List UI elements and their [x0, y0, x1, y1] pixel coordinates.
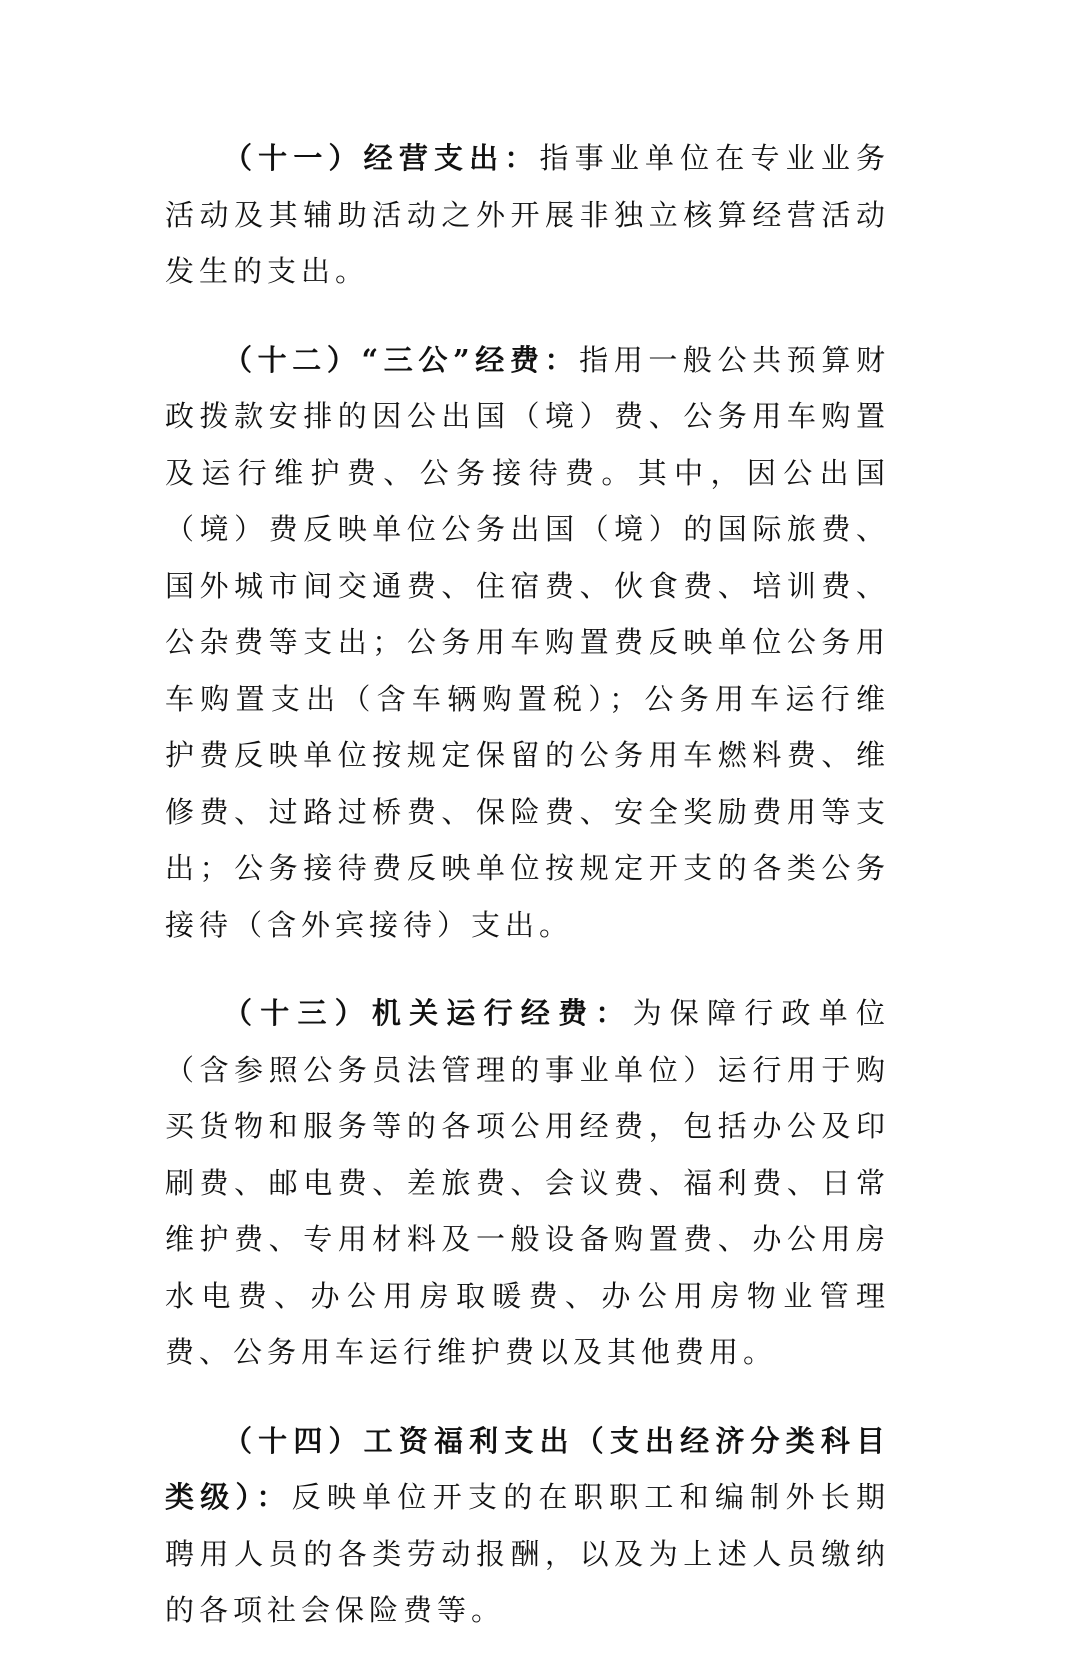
paragraph-heading: （十二）“三公”经费：	[223, 342, 580, 377]
paragraph-text: 指事业单位在专业业务活动及其辅助活动之外开展非独立核算经营活动发生的支出。	[165, 141, 890, 288]
paragraph-three-public-expenses	[165, 332, 890, 954]
document-body	[165, 130, 890, 1671]
paragraph-text: 反映单位开支的在职职工和编制外长期聘用人员的各类劳动报酬，以及为上述人员缴纳的各项社会保险费等。	[165, 1480, 890, 1627]
paragraph-heading: （十四）工资福利支出（支出经济分类科目类级）：	[165, 1423, 890, 1514]
paragraph-text: 为保障行政单位（含参照公务员法管理的事业单位）运行用于购买货物和服务等的各项公用经费，包括办公及印刷费、邮电费、差旅费、会议费、福利费、日常维护费、专用材料及一般设备购置费、办公用房水电费、办公用房取暖费、办公用房物业管理费、公务用车运行维护费以及其他费用。	[165, 996, 890, 1369]
paragraph-operating-expenditure	[165, 130, 890, 300]
paragraph-text: 指用一般公共预算财政拨款安排的因公出国（境）费、公务用车购置及运行维护费、公务接待费。其中，因公出国（境）费反映单位公务出国（境）的国际旅费、国外城市间交通费、住宿费、伙食费、培训费、公杂费等支出；公务用车购置费反映单位公务用车购置支出（含车辆购置税）；公务用车运行维护费反映单位按规定保留的公务用车燃料费、维修费、过路过桥费、保险费、安全奖励费用等支出；公务接待费反映单位按规定开支的各类公务接待（含外宾接待）支出。	[165, 342, 890, 942]
paragraph-agency-operating-funds	[165, 985, 890, 1381]
paragraph-heading: （十三）机关运行经费：	[223, 996, 633, 1030]
paragraph-heading: （十一）经营支出：	[223, 141, 540, 175]
paragraph-wage-welfare-expenditure	[165, 1413, 890, 1639]
